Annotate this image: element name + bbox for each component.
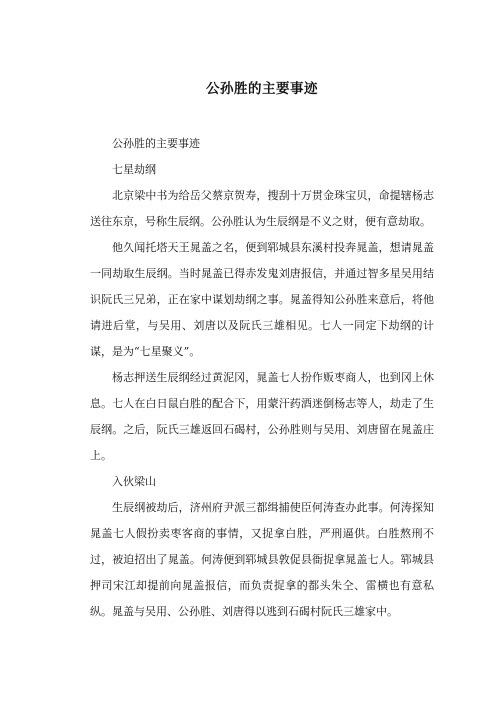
paragraph-2: 他久闻托塔天王晁盖之名，便到郓城县东溪村投奔晁盖，想请晁盖一同劫取生辰纲。当时晁盖已得赤发鬼刘唐报信，并通过智多星吴用结识阮氏三兄弟，正在家中谋划劫纲之事。晁盖得知公孙胜来意后，将他请进后堂，与吴用、刘唐以及阮氏三雄相见。七人一同定下劫纲的计谋，是为“七星聚义”。 (90, 241, 434, 358)
paragraph-4: 生辰纲被劫后，济州府尹派三都缉捕使臣何涛查办此事。何涛探知晁盖七人假扮卖枣客商的事情，又捉拿白胜，严刑逼供。白胜熬刑不过，被迫招出了晁盖。何涛便到郓城县敦促县衙捉拿晁盖七人。郓城县押司宋江却提前向晁盖报信，而负责捉拿的都头朱仝、雷横也有意私纵。晁盖与吴用、公孙胜、刘唐得以逃到石碣村阮氏三雄家中。 (90, 501, 434, 618)
paragraph-3: 杨志押送生辰纲经过黄泥冈，晁盖七人扮作贩枣商人，也到冈上休息。七人在白日鼠白胜的配合下，用蒙汗药酒迷倒杨志等人，劫走了生辰纲。之后，阮氏三雄返回石碣村，公孙胜则与吴用、刘唐留在晁盖庄上。 (90, 371, 434, 462)
paragraph-1: 北京梁中书为给岳父蔡京贺寿，搜刮十万贯金珠宝贝，命提辖杨志送往东京，号称生辰纲。公孙胜认为生辰纲是不义之财，便有意劫取。 (90, 189, 434, 228)
section-heading-qixing: 七星劫纲 (112, 163, 156, 176)
section-heading-main: 公孙胜的主要事迹 (112, 137, 200, 150)
section-heading-liangshan: 入伙梁山 (112, 475, 156, 488)
document-title: 公孙胜的主要事迹 (206, 81, 318, 97)
